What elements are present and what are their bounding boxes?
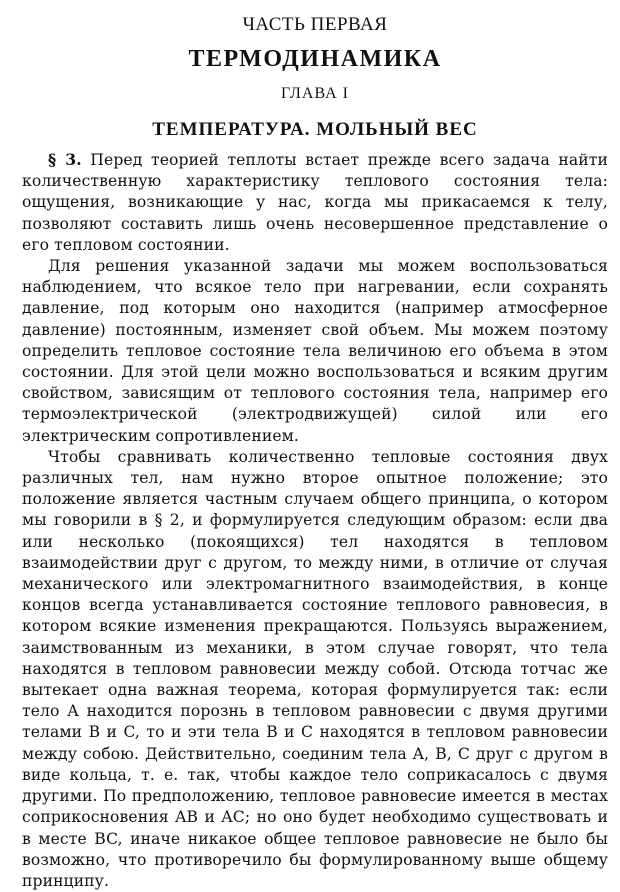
subject-heading: ТЕРМОДИНАМИКА [188,46,442,72]
chapter-title: ТЕМПЕРАТУРА. МОЛЬНЫЙ ВЕС [152,119,478,140]
paragraph-1 [22,149,608,256]
section-mark: § 3. [48,150,82,169]
part-heading: ЧАСТЬ ПЕРВАЯ [242,14,388,35]
paragraph-3: Чтобы сравнивать количественно тепловые состояния двух различных тел, нам нужно второе опытное положение; это положение является частным случаем общего принципа, о котором мы говорили в § 2, и формулируется следующим образом: если два или несколько (покоящихся) тел находятся в тепловом взаимодействии друг с другом, то между ними, в отличие от случая механического или электромагнитного взаимодействия, в конце концов всегда устанавливается состояние теплового равновесия, в котором всякие изменения прекращаются. Пользуясь выражением, заимствованным из механики, в этом случае говорят, что тела находятся в тепловом равновесии между собой. Отсюда тотчас же вытекает одна важная теорема, которая формулируется так: если тело A находится порознь в тепловом равновесии с двумя другими телами B и C, то и эти тела B и C находятся в тепловом равновесии между собою. Действительно, соединим тела A, B, C друг с другом в виде кольца, т. е. так, чтобы каждое тело соприкасалось с двумя другими. По предположению, тепловое равновесие имеется в местах соприкосновения AB и AC; но оно будет необходимо существовать и в месте BC, иначе никакое общее тепловое равновесие не было бы возможно, что противоречило бы формулированному выше общему принципу. [22,447,608,890]
chapter-heading: ГЛАВА I [281,85,349,102]
body-text [22,149,608,892]
paragraph-1-text: Перед теорией теплоты встает прежде всего задача найти количественную характеристику теплового состояния тела: ощущения, возникающие у нас, когда мы прикасаемся к телу, позволяют составить лишь очень несовершенное представление о его тепловом состоянии. [22,151,608,254]
page-header [22,14,608,141]
paragraph-2: Для решения указанной задачи мы можем воспользоваться наблюдением, что всякое тело при нагревании, если сохранять давление, под которым оно находится (например атмосферное давление) постоянным, изменяет свой объем. Мы можем поэтому определить тепловое состояние тела величиною его объема в этом состоянии. Для этой цели можно воспользоваться и всяким другим свойством, зависящим от теплового состояния тела, например его термоэлектрической (электродвижущей) силой или его электрическим сопротивлением. [22,257,608,445]
